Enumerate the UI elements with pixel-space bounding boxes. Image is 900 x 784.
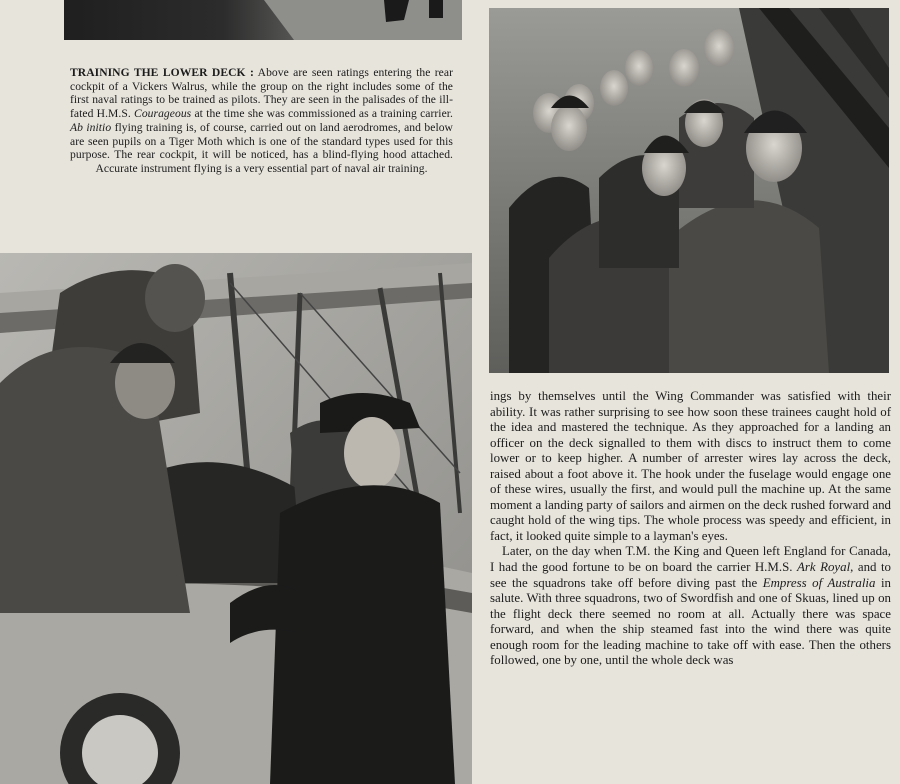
article-paragraph-1: ings by themselves until the Wing Commander was satisfied with their ability. It was rather surprising to see how soon these trainees caught hold of the idea and mastered the technique. As they approached for a landing an officer on the deck signalled to them with discs to instruct them to come lower or to keep higher. A number of arrester wires lay across the deck, raised about a foot above it. The hook under the fuselage would engage one of these wires, usually the first, and would pull the machine up. At the same moment a landing party of sailors and airmen on the deck rushed forward and caught hold of the wing tips. The whole process was speedy and efficient, in fact, it looked quite simple to a layman's eyes. xyxy=(490,389,891,543)
caption-text-1: Above are seen ratings entering the rear cockpit of a Vickers Walrus, while the group on the right includes some of the first naval ratings to be trained as pilots. They are seen in the palisades of the ill-fated H.M.S. xyxy=(70,66,453,121)
caption-text-3: flying training is, of course, carried out on land aerodromes, and below are seen pupils on a Tiger Moth which is one of the standard types used for this purpose. The rear cockpit, it will be noticed, has a blind-flying hood attached. Accurate instrument flying is a very essential part of naval air training. xyxy=(70,120,453,175)
caption-lead: TRAINING THE LOWER DECK : xyxy=(70,66,254,79)
article-p2-text-b: , and to see the squadrons take off before diving past the xyxy=(490,560,892,590)
article-paragraph-2 xyxy=(490,544,891,668)
ratings-photo-art xyxy=(489,8,889,373)
tiger-moth-photo-art xyxy=(0,253,472,784)
caption-italic-ship: Courageous xyxy=(134,107,192,121)
article-p2-text-a: Later, on the day when T.M. the King and Queen left England for Canada, I had the good fortune to be on board the carrier H.M.S. xyxy=(490,544,891,575)
naval-ratings-group-photo xyxy=(489,8,889,373)
walrus-photo-art xyxy=(64,0,462,40)
article-p2-text-c: in salute. With three squadrons, two of Swordfish and one of Skuas, lined up on the flight deck there seemed no room at all. Actually there was space forward, and when the ship steamed fast into the wind there was quite enough room for the leading machine to take off with ease. Then the others followed, one by one, until the whole deck was xyxy=(490,575,891,668)
article-liner-name: Empress of Australia xyxy=(762,575,876,590)
article-column xyxy=(490,389,891,669)
caption-text-2: at the time she was commissioned as a training carrier. xyxy=(191,107,453,121)
article-ship-name: Ark Royal xyxy=(796,560,851,575)
photo-caption xyxy=(70,66,453,176)
caption-italic-ab-initio: Ab initio xyxy=(70,120,112,134)
tiger-moth-pupils-photo xyxy=(0,253,472,784)
walrus-photo-strip xyxy=(64,0,462,40)
